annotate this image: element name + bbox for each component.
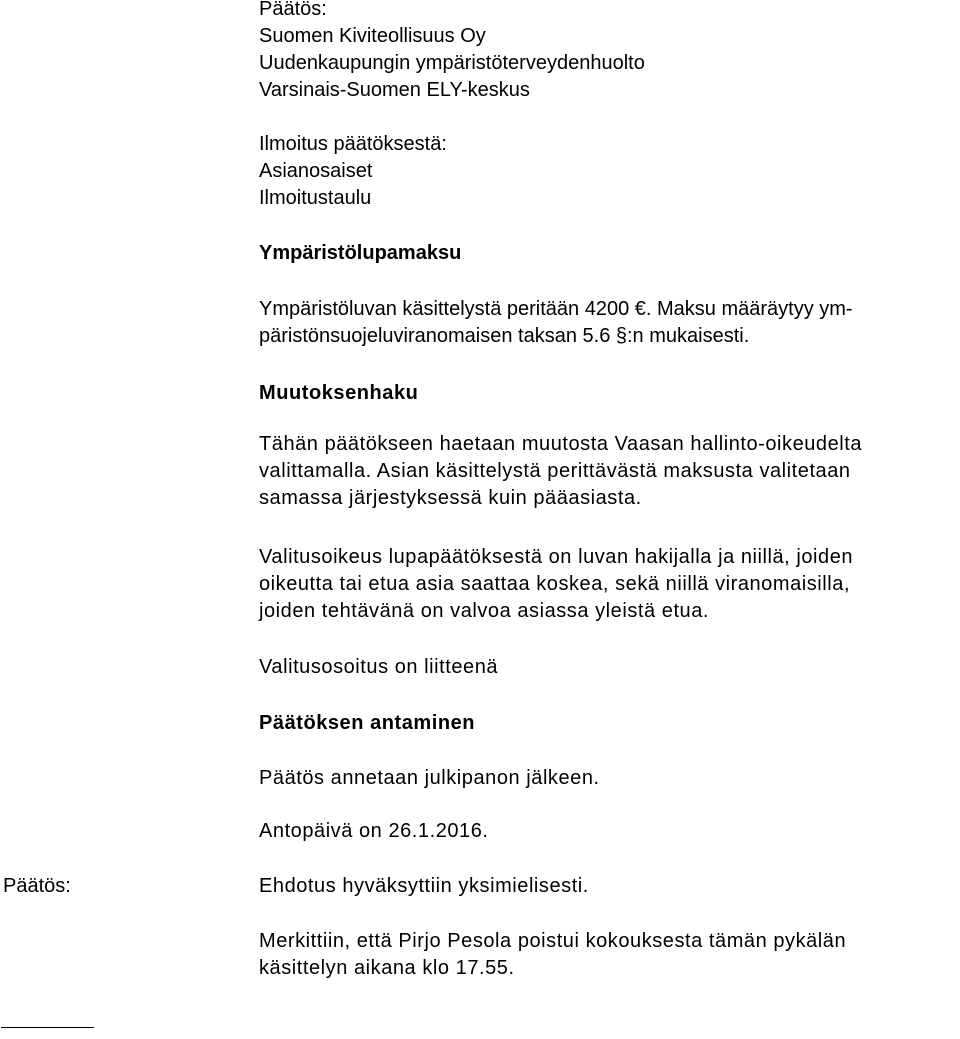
recipient-item: Uudenkaupungin ympäristöterveydenhuolto <box>259 52 645 74</box>
issuance-line-2: Antopäivä on 26.1.2016. <box>259 820 489 842</box>
fee-section-text <box>259 296 853 350</box>
notice-recipients <box>259 131 447 212</box>
appeal-line: samassa järjestyksessä kuin pääasiasta. <box>259 487 642 509</box>
appeal-line: Tähän päätökseen haetaan muutosta Vaasan hallinto-oikeudelta <box>259 433 863 455</box>
resolution-text: Ehdotus hyväksyttiin yksimielisesti. <box>259 875 589 897</box>
resolution-note-line: Merkittiin, että Pirjo Pesola poistui kokouksesta tämän pykälän <box>259 930 847 952</box>
appeal-line: oikeutta tai etua asia saattaa koskea, sekä niillä viranomaisilla, <box>259 573 851 595</box>
recipient-item: Varsinais-Suomen ELY-keskus <box>259 79 530 101</box>
fee-line: Ympäristöluvan käsittelystä peritään 4200 €. Maksu määräytyy ym- <box>259 298 853 320</box>
notice-recipients-heading: Ilmoitus päätöksestä: <box>259 133 447 155</box>
issuance-section-title: Päätöksen antaminen <box>259 712 476 734</box>
recipient-item: Suomen Kiviteollisuus Oy <box>259 25 486 47</box>
fee-section-title: Ympäristölupamaksu <box>259 242 462 264</box>
appeal-paragraph-1 <box>259 431 862 512</box>
notice-item: Ilmoitustaulu <box>259 187 372 209</box>
decision-recipients <box>259 0 645 104</box>
appeal-section-title: Muutoksenhaku <box>259 382 419 404</box>
appeal-line: Valitusoikeus lupapäätöksestä on luvan hakijalla ja niillä, joiden <box>259 546 854 568</box>
fee-line: päristönsuojeluviranomaisen taksan 5.6 §:n mukaisesti. <box>259 325 750 347</box>
issuance-line-1: Päätös annetaan julkipanon jälkeen. <box>259 767 600 789</box>
appeal-paragraph-3: Valitusosoitus on liitteenä <box>259 656 499 678</box>
resolution-note <box>259 928 846 982</box>
footer-divider <box>1 1027 94 1028</box>
resolution-note-line: käsittelyn aikana klo 17.55. <box>259 957 515 979</box>
resolution-label: Päätös: <box>3 875 71 897</box>
appeal-paragraph-2 <box>259 544 853 625</box>
appeal-line: joiden tehtävänä on valvoa asiassa yleistä etua. <box>259 600 710 622</box>
decision-recipients-heading: Päätös: <box>259 0 327 20</box>
appeal-line: valittamalla. Asian käsittelystä perittävästä maksusta valitetaan <box>259 460 851 482</box>
notice-item: Asianosaiset <box>259 160 373 182</box>
